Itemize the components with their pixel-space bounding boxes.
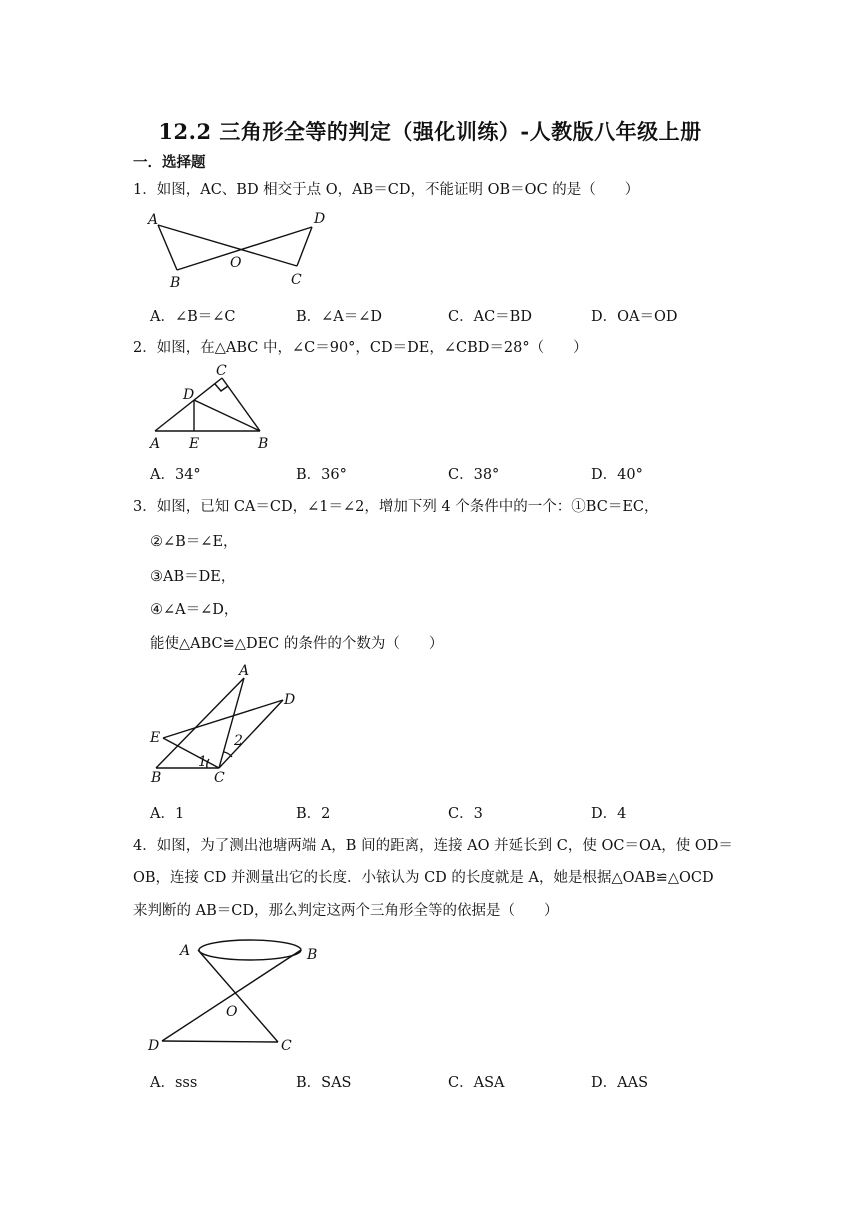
q4-stem-line1: 4．如图，为了测出池塘两端 A，B 间的距离，连接 AO 并延长到 C，使 OC＝OA，使 OD＝ bbox=[133, 838, 733, 854]
q2-label-d: D bbox=[183, 387, 195, 403]
q3-label-b: B bbox=[151, 770, 162, 785]
q4-stem-line2: OB，连接 CD 并测量出它的长度．小铱认为 CD 的长度就是 A，她是根据△OAB≌△OCD bbox=[133, 870, 714, 886]
q3-label-2: 2 bbox=[234, 733, 243, 749]
q1-option-c[interactable]: C．AC＝BD bbox=[448, 309, 532, 325]
q3-label-a: A bbox=[239, 663, 250, 679]
q2-stem: 2．如图，在△ABC 中，∠C＝90°，CD＝DE，∠CBD＝28°（ ） bbox=[133, 340, 588, 356]
q1-label-c: C bbox=[291, 272, 302, 288]
q4-option-c[interactable]: C．ASA bbox=[448, 1075, 505, 1091]
page-title: 12.2 三角形全等的判定（强化训练）-人教版八年级上册 bbox=[158, 119, 702, 144]
q1-option-d[interactable]: D．OA＝OD bbox=[591, 309, 678, 325]
q3-option-a[interactable]: A．1 bbox=[150, 806, 185, 822]
q2-option-b[interactable]: B．36° bbox=[296, 467, 347, 483]
q3-condition-4: ④∠A＝∠D， bbox=[150, 602, 239, 618]
q2-option-d[interactable]: D．40° bbox=[591, 467, 643, 483]
q1-figure bbox=[140, 205, 340, 295]
q4-label-c: C bbox=[281, 1038, 292, 1054]
q3-label-c: C bbox=[214, 770, 225, 785]
q3-option-b[interactable]: B．2 bbox=[296, 806, 331, 822]
q4-option-a[interactable]: A．sss bbox=[150, 1075, 198, 1091]
q3-condition-3: ③AB＝DE， bbox=[150, 569, 236, 585]
q3-condition-2: ②∠B＝∠E， bbox=[150, 534, 238, 550]
q4-label-b: B bbox=[307, 947, 318, 963]
q2-label-b: B bbox=[258, 436, 269, 452]
q4-option-b[interactable]: B．SAS bbox=[296, 1075, 352, 1091]
q1-option-a[interactable]: A．∠B＝∠C bbox=[150, 309, 236, 325]
q2-label-c: C bbox=[216, 363, 227, 379]
section-heading: 一．选择题 bbox=[133, 154, 206, 171]
q3-label-d: D bbox=[284, 692, 296, 708]
q4-label-o: O bbox=[226, 1004, 238, 1020]
q3-option-c[interactable]: C．3 bbox=[448, 806, 483, 822]
q1-label-a: A bbox=[148, 212, 159, 228]
q3-figure bbox=[140, 660, 310, 785]
q2-label-e: E bbox=[189, 436, 200, 452]
q1-option-b[interactable]: B．∠A＝∠D bbox=[296, 309, 383, 325]
q3-option-d[interactable]: D．4 bbox=[591, 806, 627, 822]
q4-stem-line3: 来判断的 AB＝CD，那么判定这两个三角形全等的依据是（ ） bbox=[133, 903, 559, 919]
q2-option-c[interactable]: C．38° bbox=[448, 467, 500, 483]
q1-label-b: B bbox=[170, 275, 181, 291]
q1-stem: 1．如图，AC、BD 相交于点 O，AB＝CD，不能证明 OB＝OC 的是（ ） bbox=[133, 182, 640, 198]
q3-stem: 3．如图，已知 CA＝CD，∠1＝∠2，增加下列 4 个条件中的一个：①BC＝EC， bbox=[133, 499, 659, 515]
q4-label-a: A bbox=[180, 943, 191, 959]
q2-label-a: A bbox=[150, 436, 161, 452]
q1-label-o: O bbox=[230, 255, 242, 271]
q4-label-d: D bbox=[148, 1038, 160, 1054]
q2-option-a[interactable]: A．34° bbox=[150, 467, 201, 483]
q3-label-e: E bbox=[150, 730, 161, 746]
q1-label-d: D bbox=[314, 211, 326, 227]
q4-option-d[interactable]: D．AAS bbox=[591, 1075, 649, 1091]
q3-label-1: 1 bbox=[198, 754, 207, 770]
q3-question: 能使△ABC≌△DEC 的条件的个数为（ ） bbox=[150, 636, 444, 652]
q2-figure bbox=[140, 360, 290, 455]
q4-figure bbox=[140, 930, 330, 1060]
